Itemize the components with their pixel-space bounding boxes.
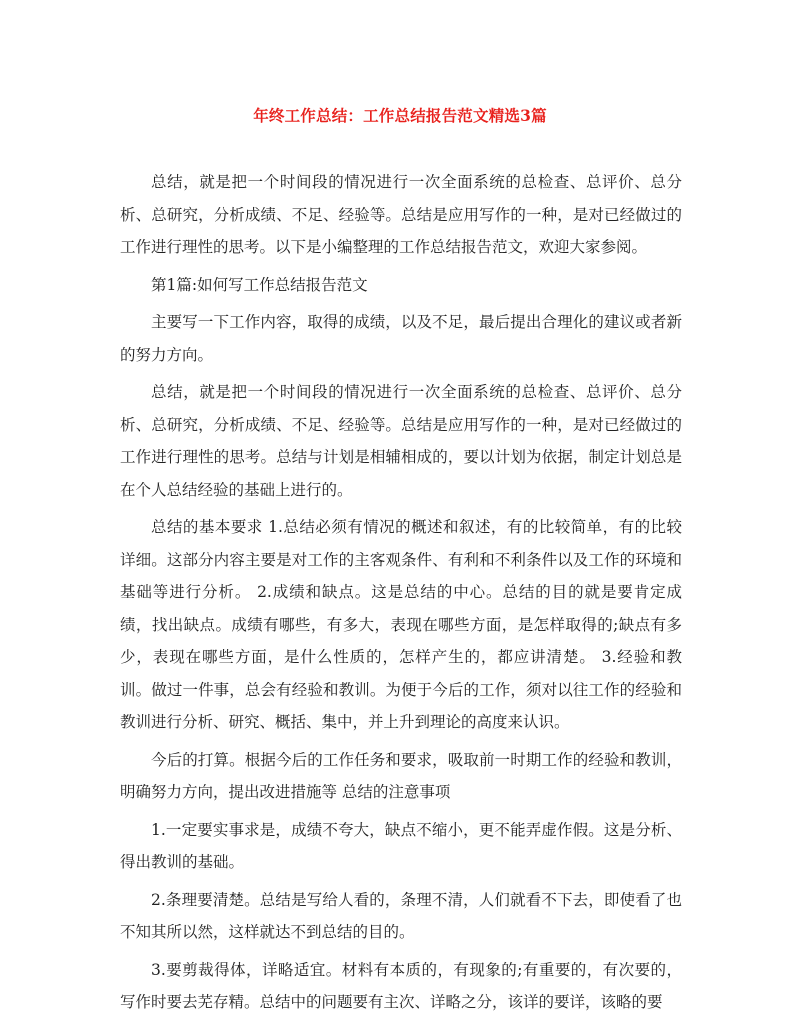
paragraph: 今后的打算。根据今后的工作任务和要求，吸取前一时期工作的经验和教训，明确努力方向，提出改进措施等 总结的注意事项 <box>120 750 682 801</box>
paragraph-intro: 总结，就是把一个时间段的情况进行一次全面系统的总检查、总评价、总分析、总研究，分析成绩、不足、经验等。总结是应用写作的一种，是对已经做过的工作进行理性的思考。以下是小编整理的工作总结报告范文，欢迎大家参阅。 <box>120 173 682 256</box>
list-item: 3.要剪裁得体，详略适宜。材料有本质的，有现象的;有重要的，有次要的，写作时要去芜存精。总结中的问题要有主次、详略之分，该详的要详，该略的要 <box>120 960 682 1011</box>
section-heading: 第1篇:如何写工作总结报告范文 <box>151 275 368 294</box>
list-item: 2.条理要清楚。总结是写给人看的，条理不清，人们就看不下去，即使看了也不知其所以然，这样就达不到总结的目的。 <box>120 890 682 941</box>
list-item: 1.一定要实事求是，成绩不夸大，缺点不缩小，更不能弄虚作假。这是分析、得出教训的基础。 <box>120 820 682 871</box>
paragraph: 主要写一下工作内容，取得的成绩，以及不足，最后提出合理化的建议或者新的努力方向。 <box>120 313 682 364</box>
paragraph: 总结的基本要求 1.总结必须有情况的概述和叙述，有的比较简单，有的比较详细。这部分内容主要是对工作的主客观条件、有利和不利条件以及工作的环境和基础等进行分析。 2.成绩和缺点。这是总结的中心。总结的目的就是要肯定成绩，找出缺点。成绩有哪些，有多大，表现在哪些方面，是怎样取得的;缺点有多少，表现在哪些方面，是什么性质的，怎样产生的，都应讲清楚。 3.经验和教训。做过一件事，总会有经验和教训。为便于今后的工作，须对以往工作的经验和教训进行分析、研究、概括、集中，并上升到理论的高度来认识。 <box>120 518 682 731</box>
document-title: 年终工作总结：工作总结报告范文精选3篇 <box>253 106 547 125</box>
document-body <box>120 166 682 1024</box>
paragraph: 总结，就是把一个时间段的情况进行一次全面系统的总检查、总评价、总分析、总研究，分析成绩、不足、经验等。总结是应用写作的一种，是对已经做过的工作进行理性的思考。总结与计划是相辅相成的，要以计划为依据，制定计划总是在个人总结经验的基础上进行的。 <box>120 383 682 499</box>
